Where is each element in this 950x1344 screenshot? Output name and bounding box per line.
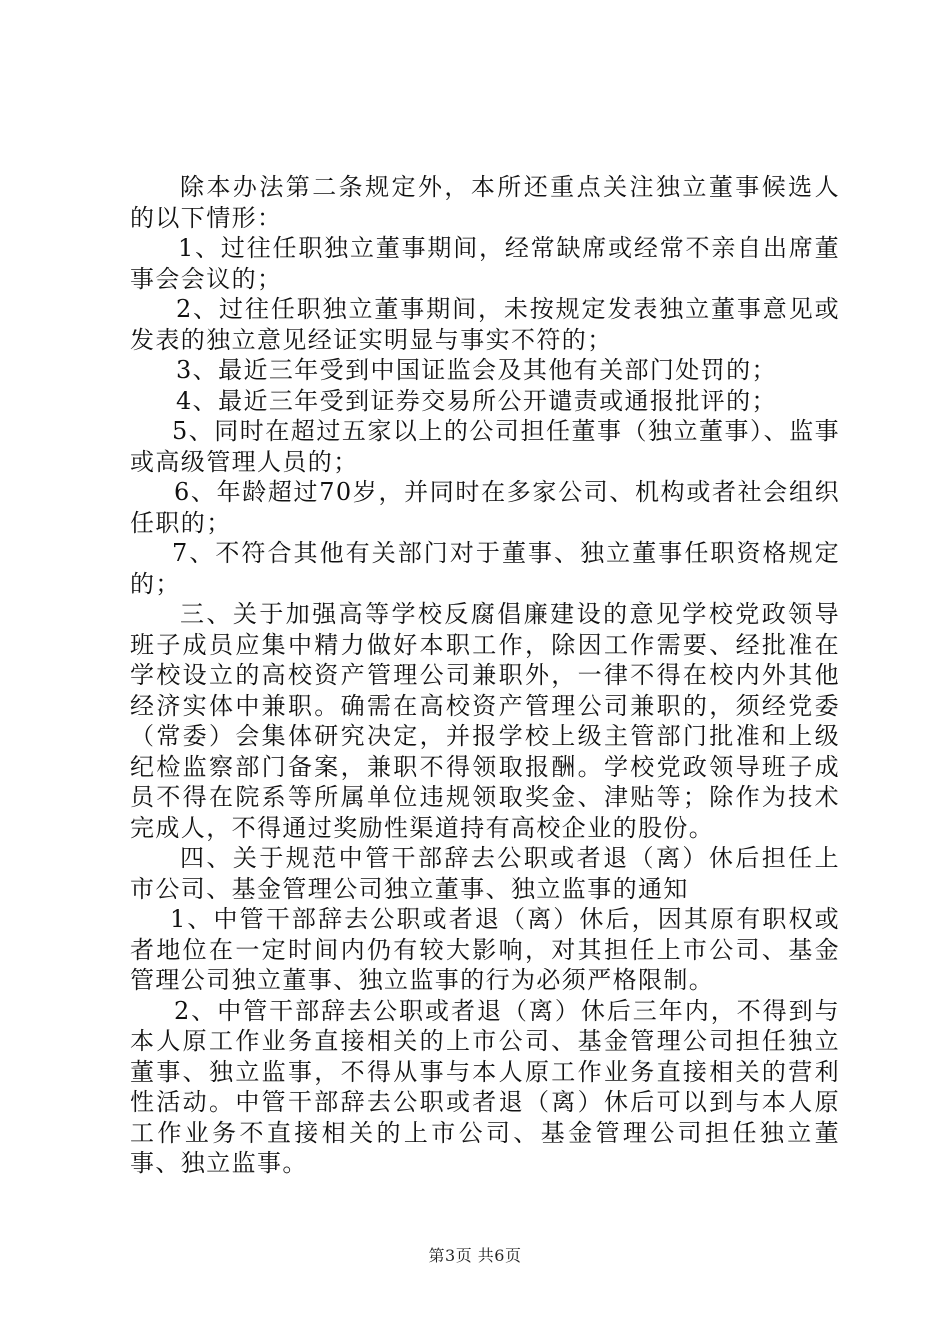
paragraph-item-4: 4、最近三年受到证券交易所公开谴责或通报批评的； <box>176 386 777 415</box>
page-footer: 第3页 共6页 <box>428 1246 522 1265</box>
paragraph-s4-item-2: 2、中管干部辞去公职或者退（离）休后三年内，不得到与本人原工作业务直接相关的上市公司、基金管理公司担任独立董事、独立监事，不得从事与本人原工作业务直接相关的营利性活动。中管干部辞去公职或者退（离）休后可以到与本人原工作业务不直接相关的上市公司、基金管理公司担任独立董事、独立监事。 <box>130 996 840 1177</box>
paragraph-section-4: 四、关于规范中管干部辞去公职或者退（离）休后担任上市公司、基金管理公司独立董事、独立监事的通知 <box>130 844 840 903</box>
paragraph-item-6: 6、年龄超过70岁，并同时在多家公司、机构或者社会组织任职的； <box>130 478 840 537</box>
paragraph-item-7: 7、不符合其他有关部门对于董事、独立董事任职资格规定的； <box>130 539 840 598</box>
paragraph-item-3: 3、最近三年受到中国证监会及其他有关部门处罚的； <box>176 356 777 384</box>
paragraph-item-1: 1、过往任职独立董事期间，经常缺席或经常不亲自出席董事会会议的； <box>130 234 840 293</box>
paragraph-section-3: 三、关于加强高等学校反腐倡廉建设的意见学校党政领导班子成员应集中精力做好本职工作，除因工作需要、经批准在学校设立的高校资产管理公司兼职外，一律不得在校内外其他经济实体中兼职。确需在高校资产管理公司兼职的，须经党委（常委）会集体研究决定，并报学校上级主管部门批准和上级纪检监察部门备案，兼职不得领取报酬。学校党政领导班子成员不得在院系等所属单位违规领取奖金、津贴等；除作为技术完成人，不得通过奖励性渠道持有高校企业的股份。 <box>130 600 840 842</box>
paragraph-intro: 除本办法第二条规定外，本所还重点关注独立董事候选人的以下情形： <box>130 173 840 232</box>
document-body <box>130 172 840 1179</box>
paragraph-item-2: 2、过往任职独立董事期间，未按规定发表独立董事意见或发表的独立意见经证实明显与事实不符的； <box>130 295 840 354</box>
paragraph-item-5: 5、同时在超过五家以上的公司担任董事（独立董事）、监事或高级管理人员的； <box>130 417 840 476</box>
paragraph-s4-item-1: 1、中管干部辞去公职或者退（离）休后，因其原有职权或者地位在一定时间内仍有较大影响，对其担任上市公司、基金管理公司独立董事、独立监事的行为必须严格限制。 <box>130 905 840 994</box>
